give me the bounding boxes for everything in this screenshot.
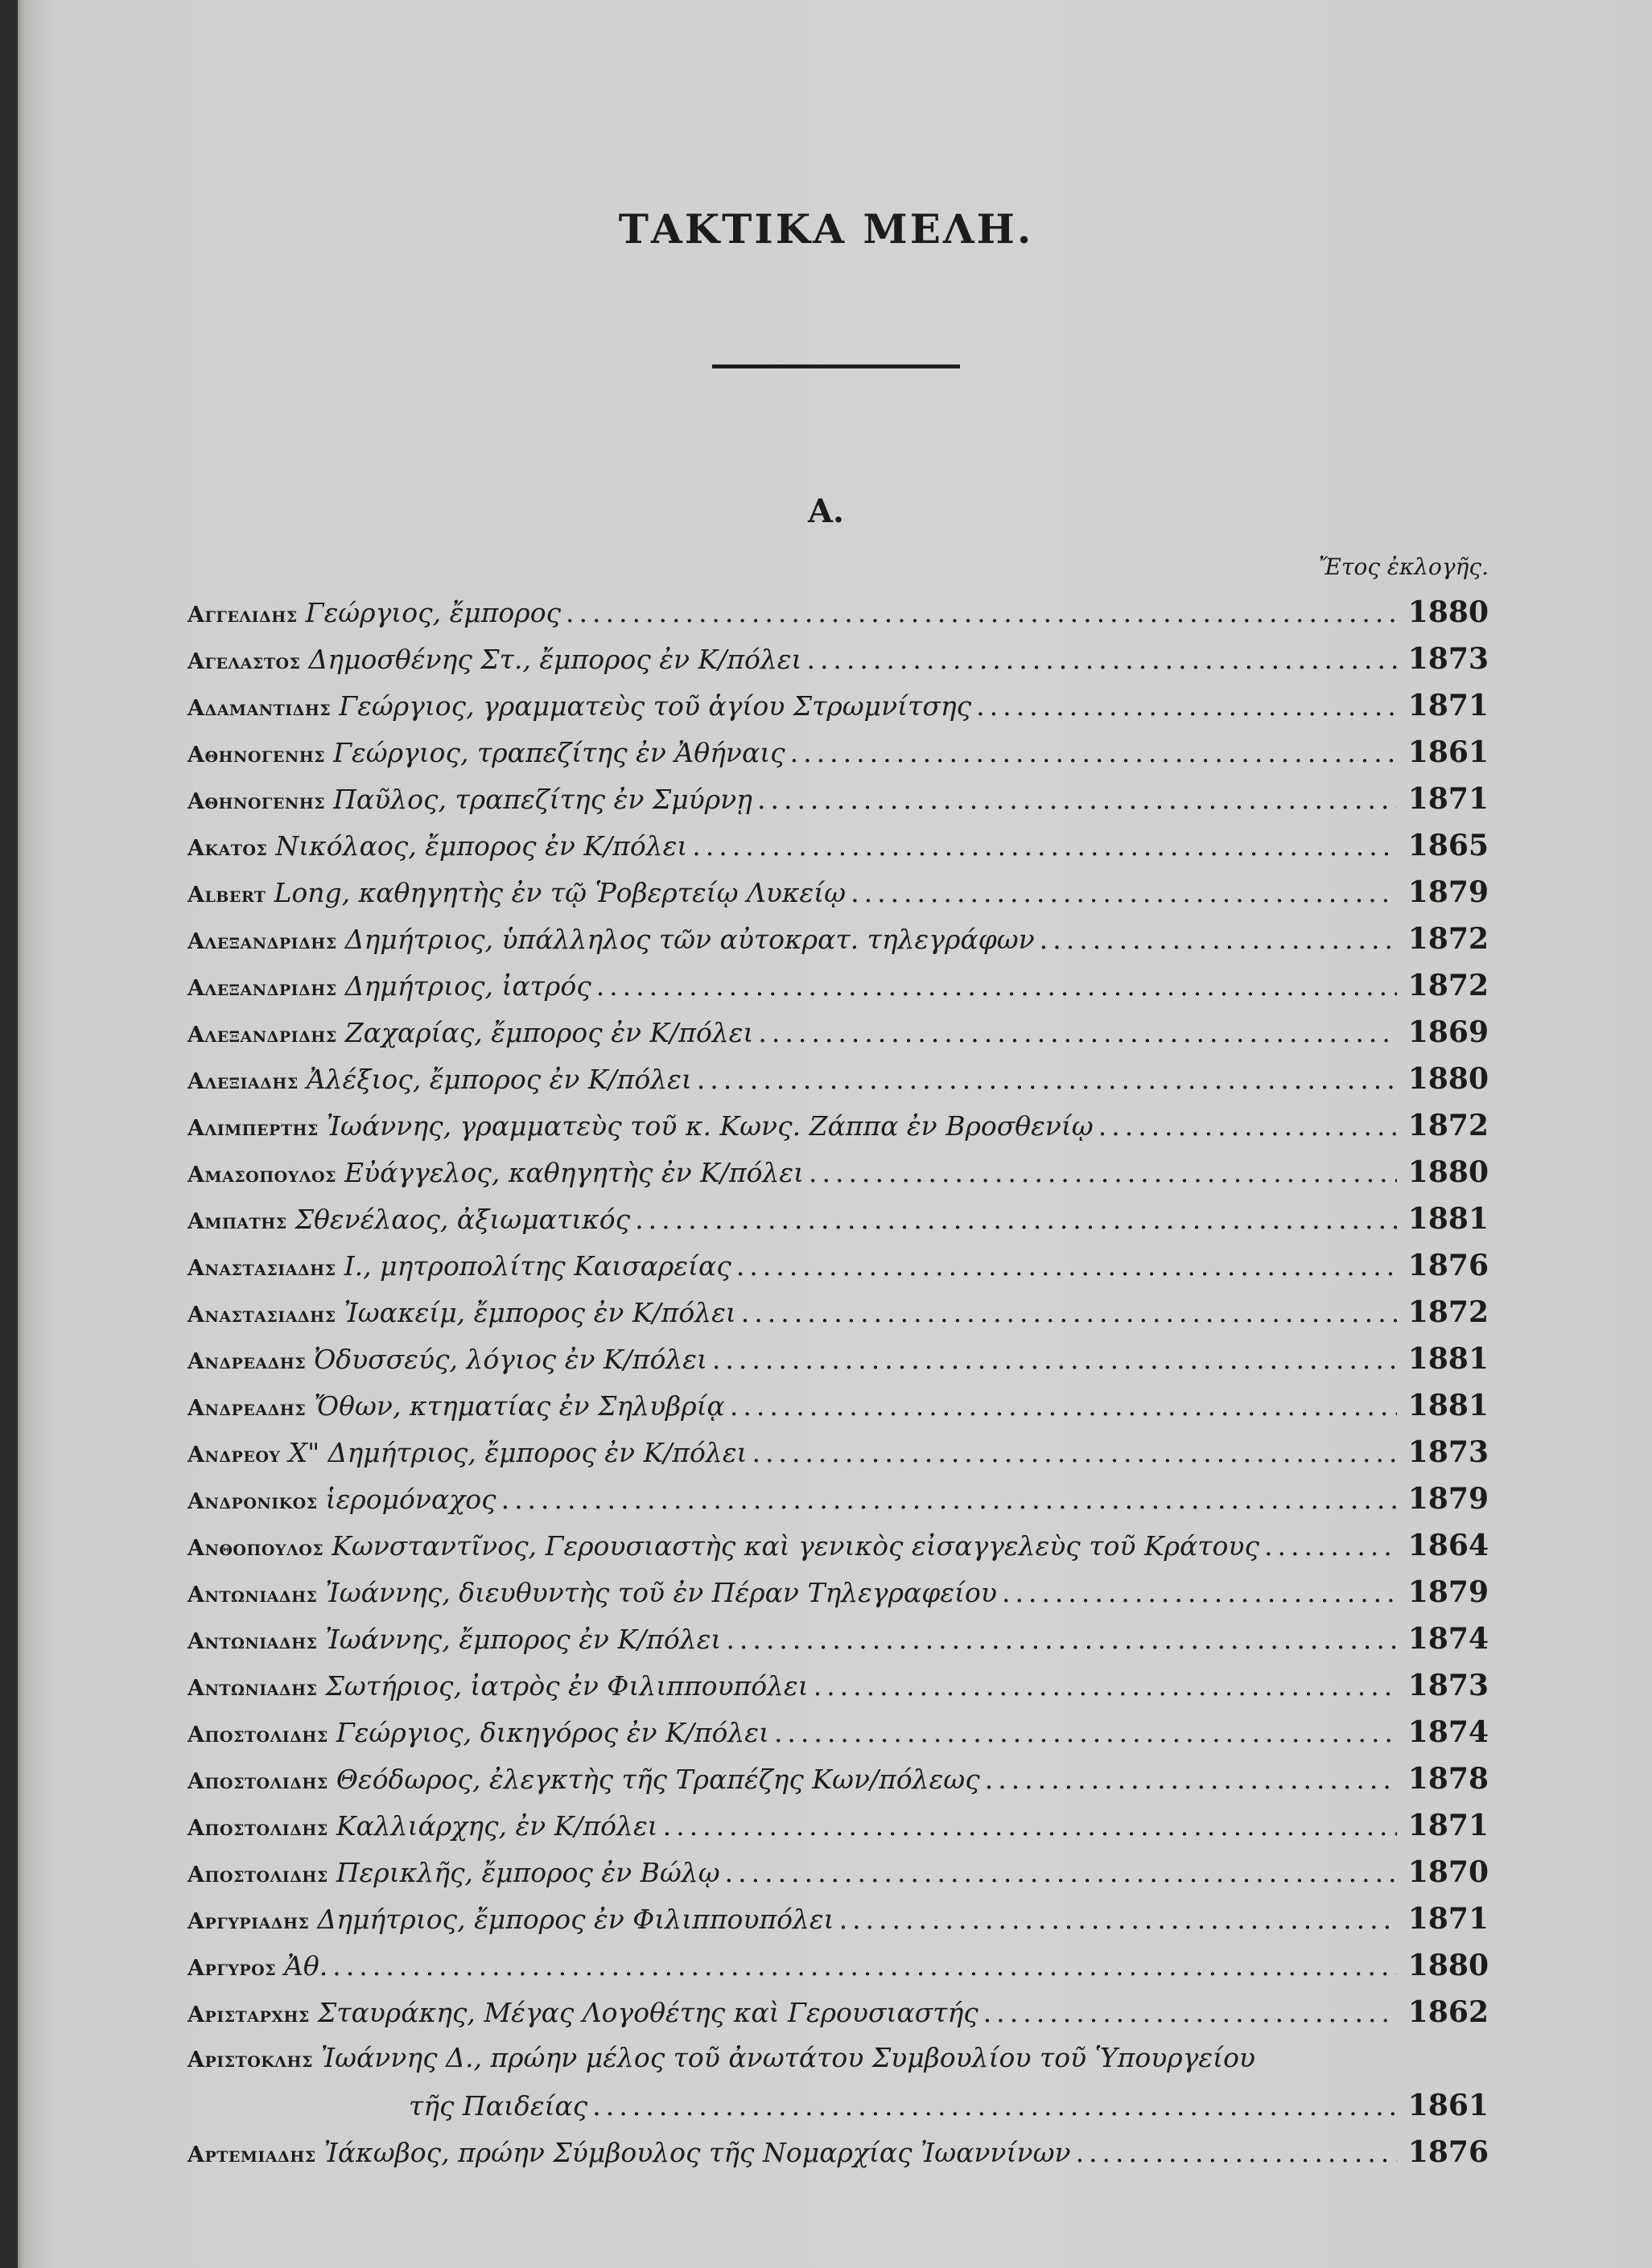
election-year: 1874 [1407,1622,1489,1656]
member-entry [187,1342,1489,1389]
member-surname: Albert [187,883,266,908]
member-description: Παῦλος, τραπεζίτης ἐν Σμύρνῃ [333,784,752,815]
member-description: Εὐάγγελος, καθηγητὴς ἐν Κ/πόλει [344,1157,805,1188]
dot-leader [814,1670,1397,1702]
member-entry [187,782,1489,829]
dot-leader [1264,1530,1397,1562]
member-description: Δημήτριος, ὑπάλληλος τῶν αὐτοκρατ. τηλεγράφων [344,924,1035,955]
election-year: 1880 [1407,1062,1489,1096]
member-entry [187,735,1489,782]
member-surname: Αναστασιαδης [187,1256,336,1281]
dot-leader [596,970,1397,1002]
member-description: Σθενέλαος, ἀξιωματικός [295,1204,631,1235]
dot-leader [1098,1110,1397,1142]
member-description: Ἰωάννης, ἔμπορος ἐν Κ/πόλει [325,1624,722,1655]
member-description: Δημοσθένης Στ., ἔμπορος ἐν Κ/πόλει [308,644,802,675]
member-surname: Αμπατης [187,1209,287,1234]
dot-leader [752,1437,1396,1468]
election-year: 1873 [1407,1669,1489,1702]
dot-leader [663,1810,1397,1842]
election-year: 1870 [1407,1855,1489,1889]
dot-leader [592,2090,1397,2122]
dot-leader [839,1904,1397,1935]
dot-leader [332,1950,1397,1982]
election-year: 1881 [1407,1342,1489,1376]
member-surname: Ανδρονικος [187,1489,318,1514]
member-list [187,595,1489,2182]
member-surname: Αγγελιδης [187,603,298,628]
member-description: Ὀδυσσεύς, λόγιος ἐν Κ/πόλει [314,1344,707,1375]
member-surname: Αγελαστος [187,649,301,674]
member-entry [187,1762,1489,1809]
member-surname: Αναστασιαδης [187,1303,336,1327]
election-year: 1871 [1407,1902,1489,1936]
member-surname: Ανδρεαδης [187,1396,307,1421]
member-entry [187,1949,1489,1995]
member-entry [187,1669,1489,1715]
member-description: Γεώργιος, τραπεζίτης ἐν Ἀθήναις [333,737,785,768]
member-surname: Αδαμαντιδης [187,696,332,721]
dot-leader [501,1484,1397,1515]
election-year: 1871 [1407,1809,1489,1842]
member-description: Χ" Δημήτριος, ἔμπορος ἐν Κ/πόλει [288,1437,748,1468]
dot-leader [809,1157,1397,1188]
entry-first-line [187,2042,1489,2089]
dot-leader [758,1017,1396,1048]
member-entry [187,1389,1489,1435]
member-entry [187,1202,1489,1249]
election-year: 1874 [1407,1715,1489,1749]
member-entry [187,1902,1489,1949]
election-year: 1864 [1407,1529,1489,1562]
member-description: Γεώργιος, ἔμπορος [305,597,562,628]
entry-continuation-line [187,2089,1489,2135]
election-year: 1872 [1407,1295,1489,1329]
dot-leader [736,1250,1397,1282]
member-entry [187,922,1489,969]
member-entry [187,595,1489,642]
member-entry [187,642,1489,689]
election-year: 1881 [1407,1389,1489,1422]
member-entry [187,1295,1489,1342]
member-surname: Ανδρεαδης [187,1349,307,1374]
member-surname: Αθηνογενης [187,789,326,814]
member-entry [187,969,1489,1015]
member-entry [187,1062,1489,1109]
election-year: 1879 [1407,1575,1489,1609]
dot-leader [976,690,1397,722]
election-year: 1871 [1407,782,1489,816]
page-title: ΤΑΚΤΙΚΑ ΜΕΛΗ. [618,205,1034,253]
member-description: Καλλιάρχης, ἐν Κ/πόλει [336,1810,658,1842]
election-year: 1861 [1407,2089,1489,2122]
member-description: Κωνσταντῖνος, Γερουσιαστὴς καὶ γενικὸς εἰσαγγελεὺς τοῦ Κράτους [332,1530,1259,1562]
dot-leader [774,1717,1397,1748]
dot-leader [697,1064,1397,1095]
member-entry [187,1249,1489,1295]
dot-leader [725,1857,1397,1888]
dot-leader [1076,2137,1397,2168]
member-entry [187,1575,1489,1622]
dot-leader [757,784,1397,815]
member-surname: Αποστολιδης [187,1723,328,1747]
member-entry [187,2135,1489,2182]
member-description: Ζαχαρίας, ἔμπορος ἐν Κ/πόλει [344,1017,754,1048]
election-year: 1880 [1407,1155,1489,1189]
dot-leader [983,1997,1397,2028]
member-entry [187,1015,1489,1062]
member-surname: Ανδρεου [187,1443,281,1467]
member-surname: Αμασοπουλος [187,1163,336,1188]
dot-leader [741,1297,1397,1328]
member-description: Ι., μητροπολίτης Καισαρείας [344,1250,731,1282]
member-entry [187,1995,1489,2042]
election-year: 1880 [1407,595,1489,629]
member-entry [187,1622,1489,1669]
member-surname: Αργυρος [187,1956,277,1981]
member-surname: Αλεξανδριδης [187,1023,337,1048]
election-year: 1872 [1407,969,1489,1002]
election-year: 1873 [1407,642,1489,676]
election-year: 1880 [1407,1949,1489,1982]
election-year: 1881 [1407,1202,1489,1236]
dot-leader [566,597,1397,628]
member-surname: Αθηνογενης [187,743,326,768]
dot-leader [985,1764,1397,1795]
election-year: 1879 [1407,1482,1489,1516]
election-year: 1872 [1407,922,1489,956]
member-description: Δημήτριος, ἔμπορος ἐν Φιλιππουπόλει [317,1904,834,1935]
dot-leader [726,1624,1396,1655]
member-description: ἱερομόναχος [325,1484,496,1515]
member-description: Ἀλέξιος, ἔμπορος ἐν Κ/πόλει [306,1064,692,1095]
dot-leader [806,644,1396,675]
member-entry [187,1715,1489,1762]
member-entry [187,829,1489,875]
member-description: Γεώργιος, δικηγόρος ἐν Κ/πόλει [336,1717,769,1748]
member-surname: Αλεξανδριδης [187,976,337,1001]
member-surname: Αντωνιαδης [187,1583,318,1607]
title-rule [712,364,960,368]
election-year: 1862 [1407,1995,1489,2029]
member-description: Νικόλαος, ἔμπορος ἐν Κ/πόλει [275,830,688,862]
member-surname: Ανθοπουλος [187,1536,324,1561]
section-letter: A. [808,492,844,530]
member-description: Ἰωάννης, γραμματεὺς τοῦ κ. Κωνς. Ζάππα ἐν Βροσθενίῳ [326,1110,1094,1142]
dot-leader [692,830,1397,862]
member-surname: Ακατος [187,836,268,861]
member-surname: Αλεξιαδης [187,1069,299,1094]
member-description: Περικλῆς, ἔμπορος ἐν Βώλῳ [336,1857,720,1888]
member-surname: Αλεξανδριδης [187,929,337,954]
election-year: 1865 [1407,829,1489,862]
member-entry [187,1855,1489,1902]
dot-leader [730,1390,1397,1422]
member-description: Θεόδωρος, ἐλεγκτὴς τῆς Τραπέζης Κων/πόλεως [336,1764,980,1795]
member-entry [187,2042,1489,2135]
member-entry [187,1435,1489,1482]
member-description-continued: τῆς Παιδείας [409,2090,588,2122]
member-surname: Αντωνιαδης [187,1676,318,1701]
member-entry [187,1809,1489,1855]
member-surname: Αποστολιδης [187,1816,328,1841]
member-description: Long, καθηγητὴς ἐν τῷ Ῥοβερτείῳ Λυκείῳ [274,877,847,908]
member-entry [187,1529,1489,1575]
election-year: 1876 [1407,1249,1489,1282]
member-description: Σταυράκης, Μέγας Λογοθέτης καὶ Γερουσιαστής [317,1997,978,2028]
member-description: Ὄθων, κτηματίας ἐν Σηλυβρίᾳ [314,1390,725,1422]
dot-leader [851,877,1397,908]
member-entry [187,1109,1489,1155]
election-year: 1871 [1407,689,1489,722]
member-surname: Αντωνιαδης [187,1629,318,1654]
member-surname: Αποστολιδης [187,1769,328,1794]
member-description: Δημήτριος, ἰατρός [344,970,591,1002]
member-surname: Αλιμπερτης [187,1116,319,1141]
member-surname: Αριστοκλης [187,2048,313,2072]
member-entry [187,1155,1489,1202]
year-column-heading: Ἔτος ἐκλογῆς. [1318,554,1489,580]
member-surname: Αρτεμιαδης [187,2142,316,2167]
member-entry [187,689,1489,735]
member-surname: Αποστολιδης [187,1863,328,1887]
member-entry [187,1482,1489,1529]
member-description: Ἰάκωβος, πρώην Σύμβουλος τῆς Νομαρχίας Ἰωαννίνων [323,2137,1071,2168]
election-year: 1861 [1407,735,1489,769]
binding-gutter [0,0,18,2268]
member-description: Ἰωακείμ, ἔμπορος ἐν Κ/πόλει [344,1297,736,1328]
dot-leader [1002,1577,1397,1608]
election-year: 1879 [1407,875,1489,909]
election-year: 1873 [1407,1435,1489,1469]
member-description: Ἰωάννης Δ., πρώην μέλος τοῦ ἀνωτάτου Συμβουλίου τοῦ Ὑπουργείου [320,2042,1255,2073]
election-year: 1878 [1407,1762,1489,1796]
election-year: 1869 [1407,1015,1489,1049]
member-description: Ἰωάννης, διευθυντὴς τοῦ ἐν Πέραν Τηλεγραφείου [325,1577,997,1608]
member-surname: Αργυριαδης [187,1909,310,1934]
election-year: 1872 [1407,1109,1489,1142]
member-entry [187,875,1489,922]
dot-leader [712,1344,1397,1375]
election-year: 1876 [1407,2135,1489,2169]
dot-leader [1040,924,1397,955]
member-surname: Αρισταρχης [187,2003,310,2027]
dot-leader [635,1204,1397,1235]
member-description: Ἀθ. [284,1950,328,1982]
dot-leader [790,737,1397,768]
member-description: Σωτήριος, ἰατρὸς ἐν Φιλιππουπόλει [325,1670,809,1702]
member-description: Γεώργιος, γραμματεὺς τοῦ ἁγίου Στρωμνίτσης [339,690,972,722]
